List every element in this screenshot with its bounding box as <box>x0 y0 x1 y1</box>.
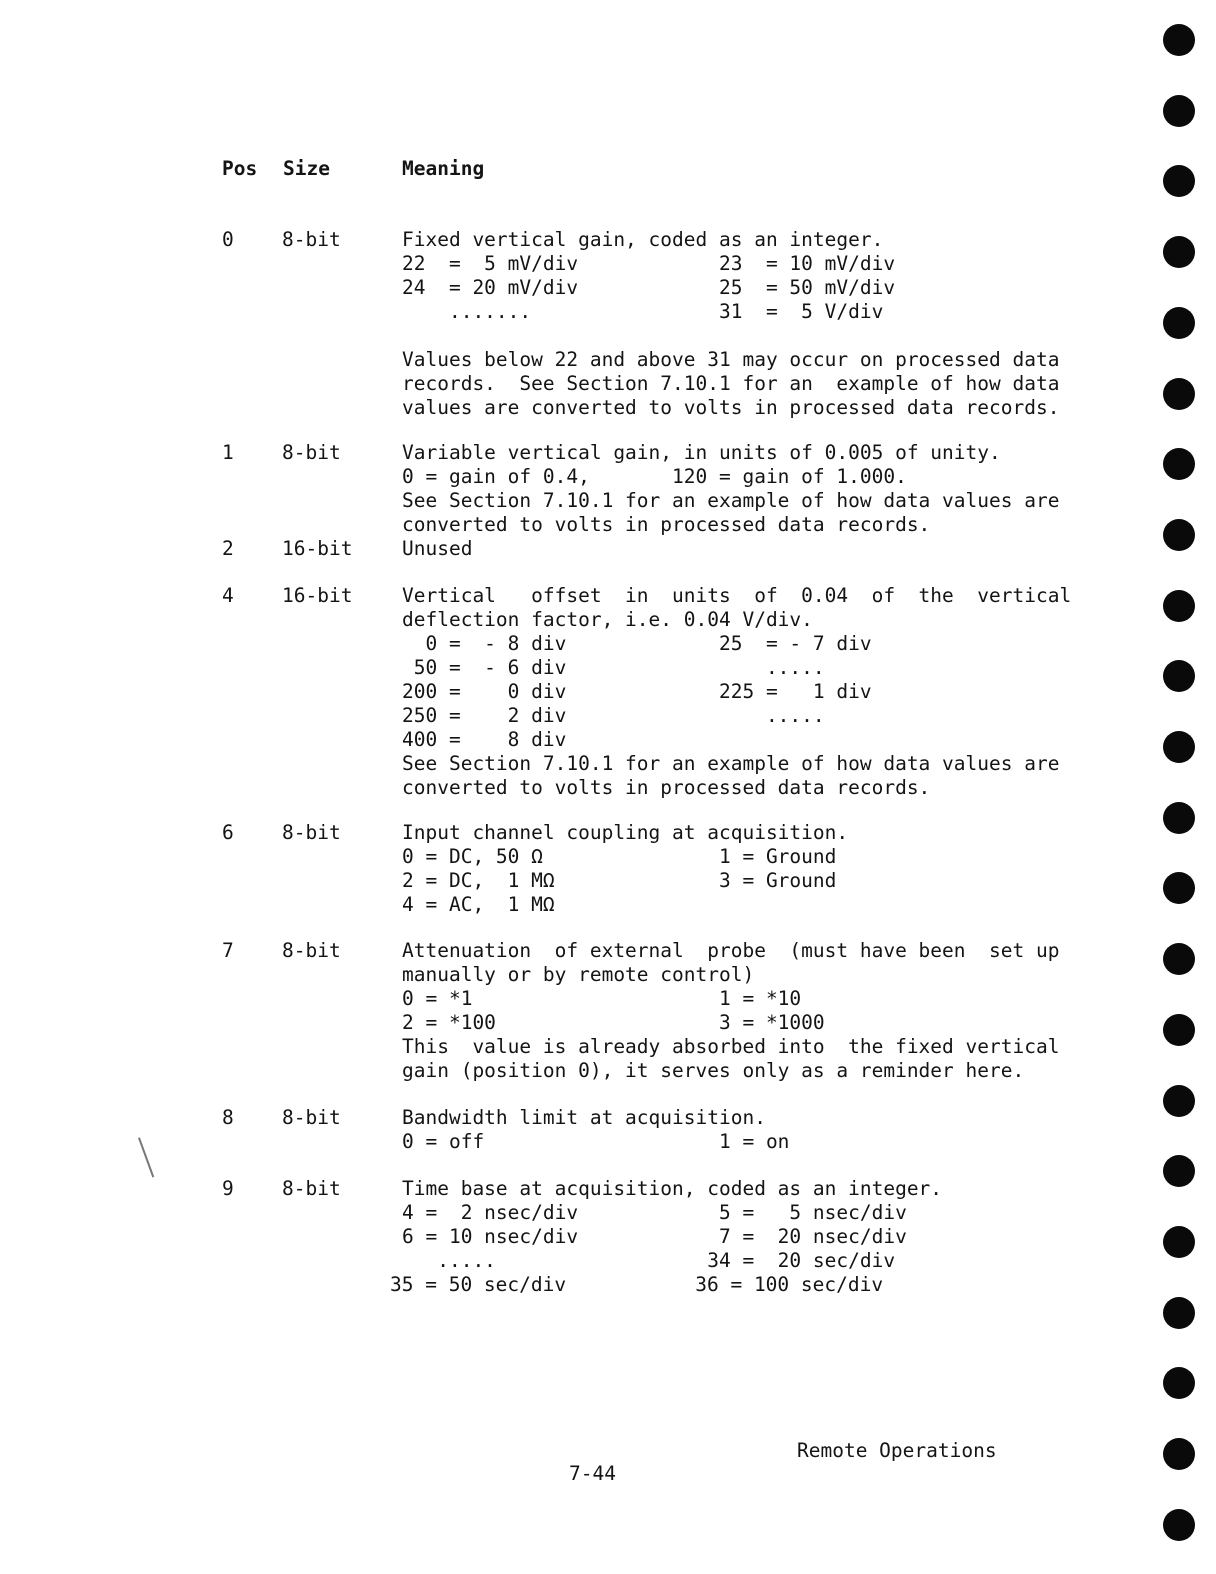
meaning-line: converted to volts in processed data records. <box>402 776 931 799</box>
entry-0-pos: 0 <box>222 228 234 251</box>
entry-1-meaning <box>402 441 1059 537</box>
binder-hole <box>1163 731 1195 763</box>
entry-0-meaning <box>402 228 1059 420</box>
meaning-line: See Section 7.10.1 for an example of how data values are <box>402 489 1060 512</box>
meaning-line: 2 = *100 3 = *1000 <box>402 1011 825 1034</box>
scan-stray-mark <box>138 1137 154 1177</box>
binder-hole <box>1163 165 1195 197</box>
entry-1-pos: 1 <box>222 441 234 464</box>
header-size: Size <box>283 157 330 180</box>
binder-hole <box>1163 1438 1195 1470</box>
binder-hole <box>1163 236 1195 268</box>
header-meaning: Meaning <box>402 157 485 180</box>
meaning-line: 0 = DC, 50 Ω 1 = Ground <box>402 845 837 868</box>
entry-9-meaning <box>390 1177 943 1297</box>
meaning-line: 24 = 20 mV/div 25 = 50 mV/div <box>402 276 896 299</box>
meaning-line: Input channel coupling at acquisition. <box>402 821 849 844</box>
meaning-line: 22 = 5 mV/div 23 = 10 mV/div <box>402 252 896 275</box>
entry-9-pos: 9 <box>222 1177 234 1200</box>
binder-hole <box>1163 872 1195 904</box>
entry-2-meaning <box>402 537 472 561</box>
binder-hole <box>1163 1014 1195 1046</box>
binder-hole <box>1163 1509 1195 1541</box>
meaning-line: Attenuation of external probe (must have been set up <box>402 939 1060 962</box>
binder-hole <box>1163 1085 1195 1117</box>
meaning-line: 400 = 8 div <box>402 728 567 751</box>
header-pos: Pos <box>222 157 258 180</box>
meaning-line: Vertical offset in units of 0.04 of the vertical <box>402 584 1072 607</box>
entry-4-size: 16-bit <box>282 584 353 607</box>
binder-hole <box>1163 1155 1195 1187</box>
entry-6-pos: 6 <box>222 821 234 844</box>
binder-hole <box>1163 95 1195 127</box>
meaning-line: 4 = 2 nsec/div 5 = 5 nsec/div <box>402 1201 907 1224</box>
meaning-line: 2 = DC, 1 MΩ 3 = Ground <box>402 869 837 892</box>
entry-1-size: 8-bit <box>282 441 341 464</box>
meaning-line: Values below 22 and above 31 may occur on processed data <box>402 348 1060 371</box>
binder-hole <box>1163 1367 1195 1399</box>
binder-hole <box>1163 24 1195 56</box>
entry-7-meaning <box>402 939 1059 1083</box>
page-number: 7-44 <box>569 1462 616 1485</box>
entry-2-pos: 2 <box>222 537 234 560</box>
meaning-line: 35 = 50 sec/div 36 = 100 sec/div <box>390 1273 884 1296</box>
entry-8-size: 8-bit <box>282 1106 341 1129</box>
entry-8-pos: 8 <box>222 1106 234 1129</box>
binder-hole <box>1163 519 1195 551</box>
binder-hole <box>1163 378 1195 410</box>
entry-6-meaning <box>402 821 848 917</box>
entry-4-meaning <box>402 584 1071 800</box>
binder-hole <box>1163 660 1195 692</box>
meaning-line: 250 = 2 div ..... <box>402 704 825 727</box>
entry-4-pos: 4 <box>222 584 234 607</box>
meaning-line: 0 = gain of 0.4, 120 = gain of 1.000. <box>402 465 907 488</box>
meaning-line: 0 = off 1 = on <box>402 1130 790 1153</box>
meaning-line <box>402 324 1059 348</box>
entry-9-size: 8-bit <box>282 1177 341 1200</box>
binder-hole <box>1163 802 1195 834</box>
meaning-line: ..... 34 = 20 sec/div <box>402 1249 896 1272</box>
meaning-line: manually or by remote control) <box>402 963 755 986</box>
meaning-line: ....... 31 = 5 V/div <box>402 300 884 323</box>
entry-7-size: 8-bit <box>282 939 341 962</box>
binder-hole <box>1163 307 1195 339</box>
meaning-line: Unused <box>402 537 473 560</box>
meaning-line: 0 = - 8 div 25 = - 7 div <box>402 632 872 655</box>
entry-2-size: 16-bit <box>282 537 353 560</box>
meaning-line: converted to volts in processed data records. <box>402 513 931 536</box>
meaning-line: Fixed vertical gain, coded as an integer. <box>402 228 884 251</box>
entry-8-meaning <box>402 1106 789 1154</box>
meaning-line: Time base at acquisition, coded as an integer. <box>402 1177 943 1200</box>
meaning-line: 6 = 10 nsec/div 7 = 20 nsec/div <box>402 1225 907 1248</box>
meaning-line: 50 = - 6 div ..... <box>402 656 825 679</box>
meaning-line: This value is already absorbed into the fixed vertical <box>402 1035 1060 1058</box>
meaning-line: 0 = *1 1 = *10 <box>402 987 802 1010</box>
meaning-line: deflection factor, i.e. 0.04 V/div. <box>402 608 813 631</box>
entry-6-size: 8-bit <box>282 821 341 844</box>
entry-0-size: 8-bit <box>282 228 341 251</box>
entry-7-pos: 7 <box>222 939 234 962</box>
meaning-line: gain (position 0), it serves only as a reminder here. <box>402 1059 1025 1082</box>
binder-hole <box>1163 1297 1195 1329</box>
binder-hole <box>1163 448 1195 480</box>
meaning-line: Variable vertical gain, in units of 0.005 of unity. <box>402 441 1001 464</box>
meaning-line: Bandwidth limit at acquisition. <box>402 1106 766 1129</box>
binder-hole <box>1163 590 1195 622</box>
meaning-line: records. See Section 7.10.1 for an example of how data <box>402 372 1060 395</box>
meaning-line: values are converted to volts in processed data records. <box>402 396 1060 419</box>
footer-section-title: Remote Operations <box>797 1439 997 1462</box>
binder-hole <box>1163 1226 1195 1258</box>
meaning-line: 200 = 0 div 225 = 1 div <box>402 680 872 703</box>
meaning-line: See Section 7.10.1 for an example of how data values are <box>402 752 1060 775</box>
binder-hole <box>1163 943 1195 975</box>
meaning-line: 4 = AC, 1 MΩ <box>402 893 555 916</box>
